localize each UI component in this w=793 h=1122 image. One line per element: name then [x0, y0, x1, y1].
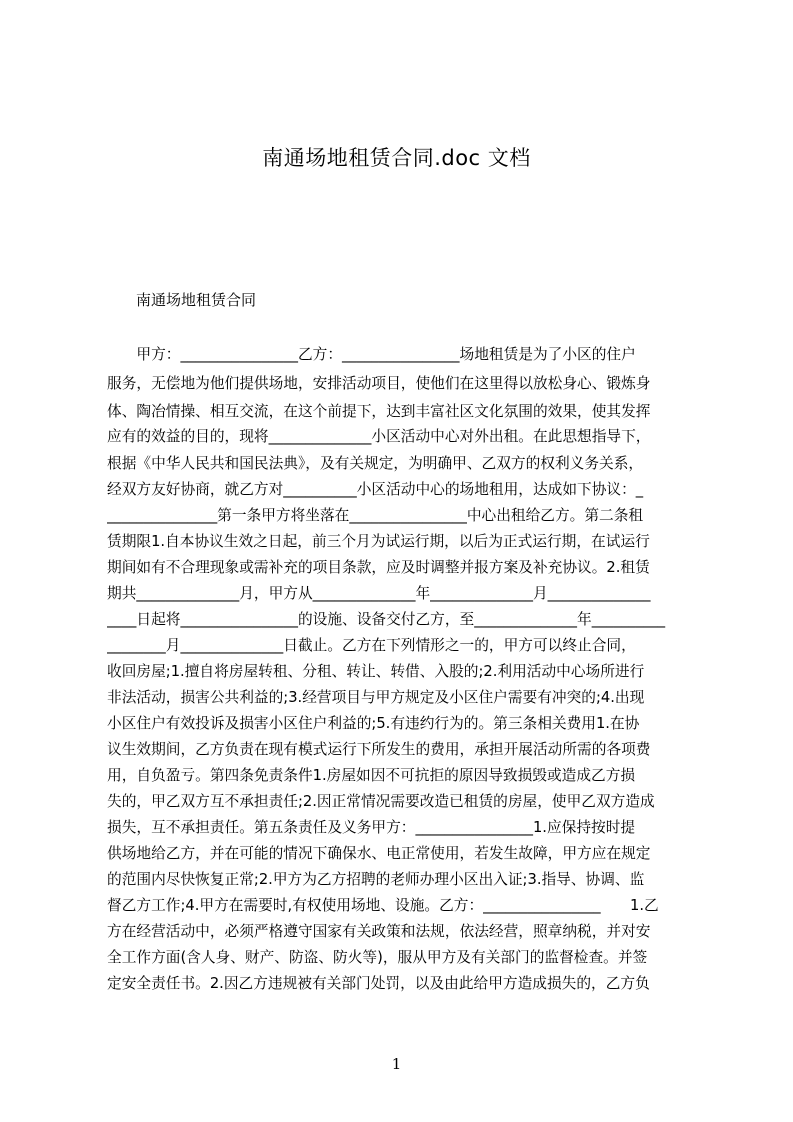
body-line: 体、陶冶情操、相互交流，在这个前提下，达到丰富社区文化氛围的效果，使其发挥: [107, 403, 651, 420]
body-line: 的范围内尽快恢复正常;2.甲方为乙方招聘的老师办理小区出入证;3.指导、协调、监: [107, 871, 645, 888]
body-line: 供场地给乙方，并在可能的情况下确保水、电正常使用，若发生故障，甲方应在规定: [107, 845, 651, 862]
body-line: 议生效期间，乙方负责在现有模式运行下所发生的费用，承担开展活动所需的各项费: [107, 741, 651, 758]
body-line: 收回房屋;1.擅自将房屋转租、分租、转让、转借、入股的;2.利用活动中心场所进行: [107, 663, 645, 680]
body-line: ________月______________日截止。乙方在下列情形之一的，甲方可以终止合同，: [107, 637, 636, 654]
body-line: 根据《中华人民共和国民法典》，及有关规定，为明确甲、乙双方的权利义务关系，: [107, 455, 644, 472]
body-line: ____日起将________________的设施、设备交付乙方，至______________年__________: [107, 611, 666, 628]
contract-subtitle: 南通场地租赁合同: [136, 291, 257, 309]
body-line: 全工作方面(含人身、财产、防盗、防火等)，服从甲方及有关部门的监督检查。并签: [107, 949, 648, 966]
body-line: _______________第一条甲方将坐落在________________中心出租给乙方。第二条租: [107, 507, 644, 524]
body-line: 服务，无偿地为他们提供场地，安排活动项目，使他们在这里得以放松身心、锻炼身: [107, 375, 651, 392]
body-line: 经双方友好协商，就乙方对__________小区活动中心的场地租用，达成如下协议：_: [107, 481, 644, 498]
body-line: 用，自负盈亏。第四条免责条件1.房屋如因不可抗拒的原因导致损毁或造成乙方损: [107, 767, 636, 784]
page-number: 1: [391, 1055, 402, 1073]
body-line: 方在经营活动中，必须严格遵守国家有关政策和法规，依法经营，照章纳税，并对安: [107, 923, 651, 940]
body-line: 甲方：________________乙方：________________场地租赁是为了小区的住户: [107, 346, 636, 363]
document-title: 南通场地租赁合同.doc 文档: [262, 146, 531, 170]
body-line: 失的，甲乙双方互不承担责任;2.因正常情况需要改造已租赁的房屋，使甲乙双方造成: [107, 793, 655, 810]
body-line: 赁期限1.自本协议生效之日起，前三个月为试运行期，以后为正式运行期，在试运行: [107, 533, 650, 550]
body-line: 期共______________月，甲方从______________年______________月______________: [107, 585, 651, 602]
body-line: 定安全责任书。2.因乙方违规被有关部门处罚，以及由此给甲方造成损失的，乙方负: [107, 975, 650, 992]
body-line: 应有的效益的目的，现将______________小区活动中心对外出租。在此思想指导下，: [107, 428, 651, 445]
body-line: 非法活动，损害公共利益的;3.经营项目与甲方规定及小区住户需要有冲突的;4.出现: [107, 689, 645, 706]
body-line: 小区住户有效投诉及损害小区住户利益的;5.有违约行为的。第三条相关费用1.在协: [107, 715, 640, 732]
body-line: 督乙方工作;4.甲方在需要时,有权使用场地、设施。乙方：________________ 1.乙: [107, 897, 659, 914]
body-line: 损失，互不承担责任。第五条责任及义务甲方：________________1.应保持按时提: [107, 819, 636, 836]
body-line: 期间如有不合理现象或需补充的项目条款，应及时调整并报方案及补充协议。2.租赁: [107, 559, 650, 576]
